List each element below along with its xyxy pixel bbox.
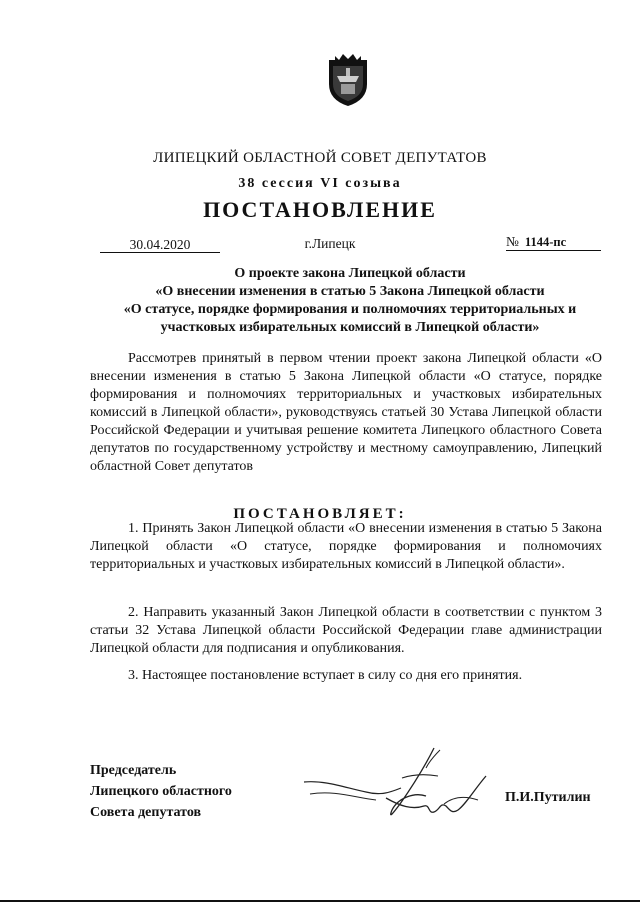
document-subject	[60, 265, 640, 337]
document-city: г.Липецк	[304, 236, 356, 251]
subject-line: «О статусе, порядке формирования и полномочиях территориальных и	[123, 302, 577, 317]
signer-name: П.И.Путилин	[505, 790, 591, 805]
page-bottom-rule	[0, 900, 640, 902]
signer-title-line: Совета депутатов	[90, 805, 202, 820]
document-date: 30.04.2020	[100, 237, 220, 253]
signer-title-line: Председатель	[90, 763, 177, 778]
preamble-paragraph: Рассмотрев принятый в первом чтении проект закона Липецкой области «О внесении изменения в статью 5 Закона Липецкой области «О статусе, порядке формирования и полномочиях территориальных и участковых избирательных комиссий в Липецкой области», руководствуясь статьей 30 Устава Липецкой области Российской Федерации и учитывая решение комитета Липецкого областного Совета депутатов по государственному устройству и местному самоуправлению, Липецкий областной Совет депутатов	[90, 351, 602, 474]
document-number	[506, 234, 601, 251]
decree-item-1: 1. Принять Закон Липецкой области «О внесении изменения в статью 5 Закона Липецкой области «О статусе, порядке формирования и полномочиях территориальных и участковых избирательных комиссий в Липецкой области».	[90, 521, 602, 572]
handwritten-signature	[296, 740, 506, 830]
decree-heading: ПОСТАНОВЛЯЕТ:	[233, 506, 407, 522]
session-line: 38 сессия VI созыва	[238, 176, 402, 191]
document-type: ПОСТАНОВЛЕНИЕ	[203, 197, 437, 222]
subject-line: О проекте закона Липецкой области	[234, 266, 466, 281]
coat-of-arms-icon	[323, 52, 373, 108]
signer-title-line: Липецкого областного	[90, 784, 232, 799]
signer-title	[90, 760, 232, 823]
number-value: 1144-пс	[524, 235, 567, 249]
decree-item-3: 3. Настоящее постановление вступает в силу со дня его принятия.	[128, 668, 523, 683]
subject-line: участковых избирательных комиссий в Липецкой области»	[160, 320, 540, 335]
organization-name: ЛИПЕЦКИЙ ОБЛАСТНОЙ СОВЕТ ДЕПУТАТОВ	[153, 150, 487, 166]
subject-line: «О внесении изменения в статью 5 Закона Липецкой области	[155, 284, 545, 299]
number-sign: №	[506, 234, 519, 249]
decree-item-2: 2. Направить указанный Закон Липецкой области в соответствии с пунктом 3 статьи 32 Устава Липецкой области Российской Федерации главе администрации Липецкой области для подписания и опубликования.	[90, 605, 602, 656]
